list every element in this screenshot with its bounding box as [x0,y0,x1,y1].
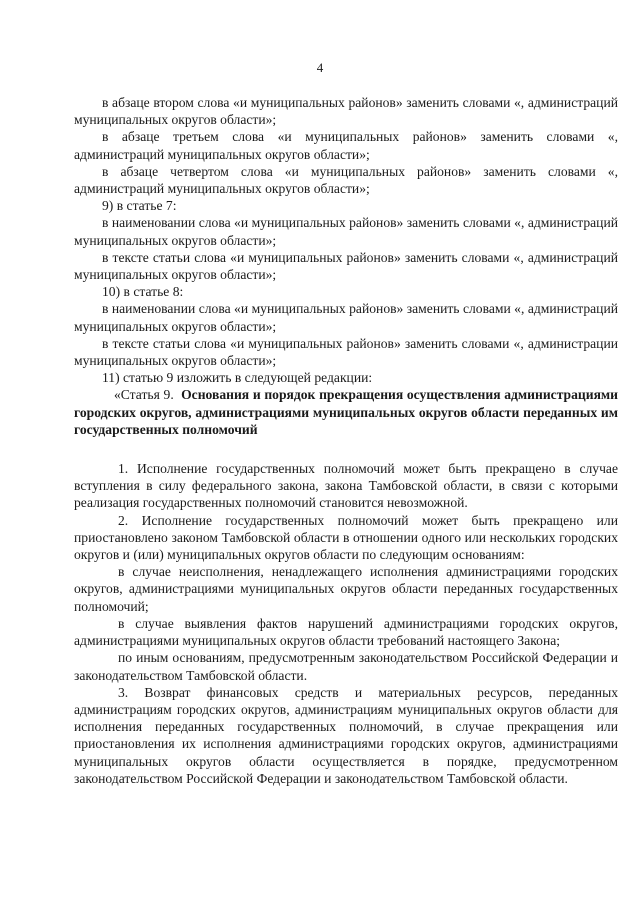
page-number: 4 [316,60,324,75]
paragraph-body-6: 3. Возврат финансовых средств и материальных ресурсов, переданных администрациям городских округов, администрациям муниципальных округов области для исполнения переданных государственных полномочий, в случае прекращения или приостановления их исполнения администрациями городских округов, администрациями муниципальных округов области осуществляется в порядке, предусмотренном законодательством Российской Федерации и законодательством Тамбовской области. [74,684,618,786]
paragraph-amendment-7: в тексте статьи слова «и муниципальных районов» заменить словами «, администрации муниципальных округов области»; [74,335,618,369]
paragraph-article-7-heading: 9) в статье 7: [102,198,177,214]
document-body [74,94,618,787]
paragraph-body-2: 2. Исполнение государственных полномочий может быть прекращено или приостановлено законом Тамбовской области в отношении одного или нескольких городских округов и (или) муниципальных округов области по следующим основаниям: [74,512,618,563]
paragraph-body-1: 1. Исполнение государственных полномочий может быть прекращено в случае вступления в силу федерального закона, закона Тамбовской области, в связи с которыми реализация государственных полномочий становится невозможной. [74,461,618,511]
paragraph-amendment-5: в тексте статьи слова «и муниципальных районов» заменить словами «, администраций муниципальных округов области»; [74,249,618,283]
article-9-title: Основания и порядок прекращения осуществления администрациями городских округов, администрациями муниципальных округов области переданных им государственных полномочий [74,387,619,437]
paragraph-body-5: по иным основаниям, предусмотренным законодательством Российской Федерации и законодательством Тамбовской области. [74,650,618,683]
paragraph-amendment-3: в абзаце четвертом слова «и муниципальных районов» заменить словами «, администраций муниципальных округов области»; [74,163,618,197]
spacer [74,438,618,460]
paragraph-amendment-2: в абзаце третьем слова «и муниципальных районов» заменить словами «, администраций муниципальных округов области»; [74,129,618,162]
paragraph-amendment-1: в абзаце втором слова «и муниципальных районов» заменить словами «, администраций муниципальных округов области»; [74,95,618,128]
paragraph-article-9-intro: 11) статью 9 изложить в следующей редакции: [102,370,373,386]
article-9-heading [74,386,618,438]
paragraph-body-3: в случае неисполнения, ненадлежащего исполнения администрациями городских округов, администрациями муниципальных округов области переданных государственных полномочий; [74,564,618,614]
paragraph-amendment-6: в наименовании слова «и муниципальных районов» заменить словами «, администраций муниципальных округов области»; [74,301,618,334]
paragraph-article-8-heading: 10) в статье 8: [102,284,184,300]
paragraph-amendment-4: в наименовании слова «и муниципальных районов» заменить словами «, администраций муниципальных округов области»; [74,215,618,248]
article-9-prefix: «Статья 9. [114,387,174,403]
paragraph-body-4: в случае выявления фактов нарушений администрациями городских округов, администрациями муниципальных округов области требований настоящего Закона; [74,615,618,649]
